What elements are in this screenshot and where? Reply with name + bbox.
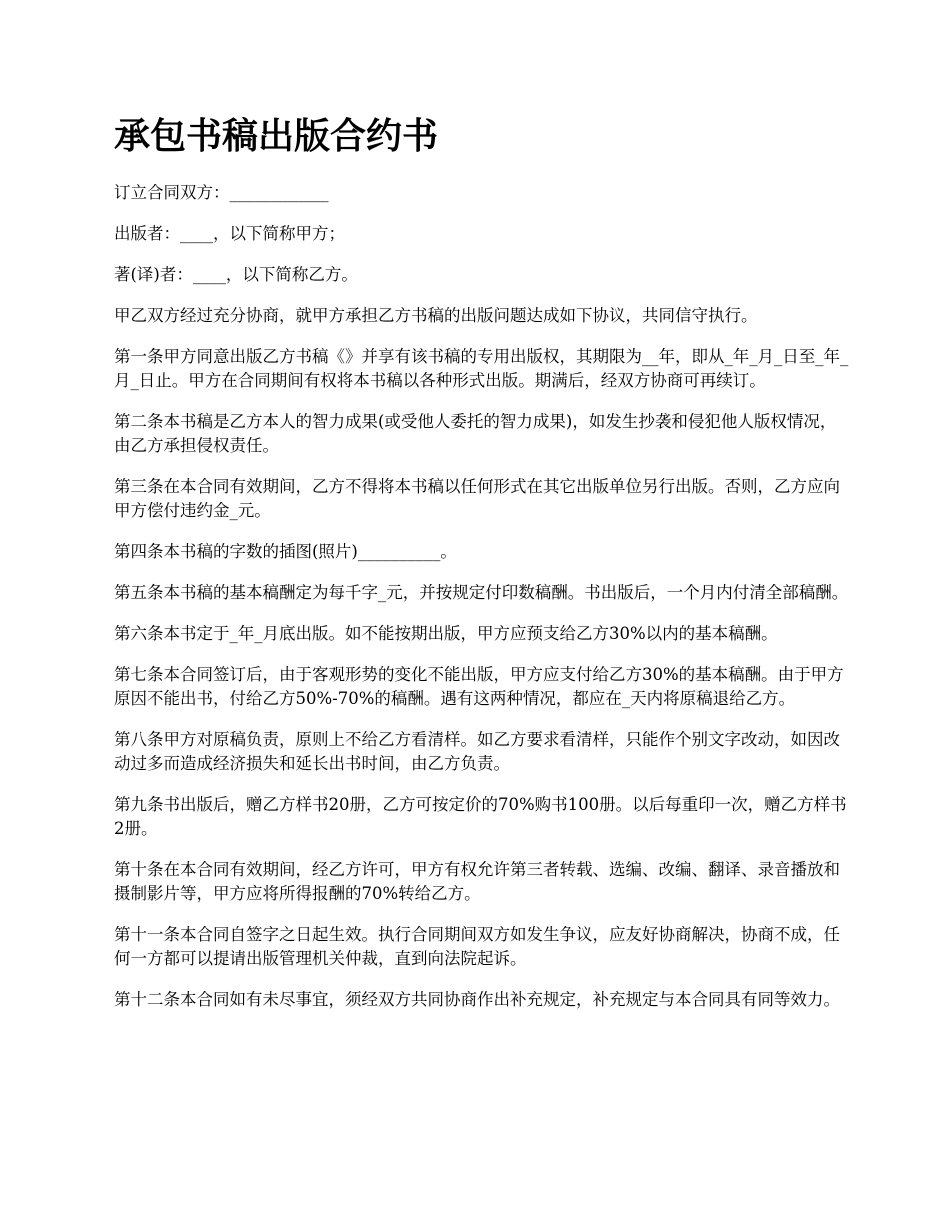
article-6: 第六条本书定于_年_月底出版。如不能按期出版，甲方应预支给乙方30%以内的基本稿酬。 <box>114 624 778 643</box>
publisher-line: 出版者：____，以下简称甲方； <box>114 224 345 243</box>
article-4: 第四条本书稿的字数的插图(照片)__________。 <box>114 542 457 561</box>
article-8: 第八条甲方对原稿负责，原则上不给乙方看清样。如乙方要求看清样，只能作个别文字改动，如因改动过多而造成经济损失和延长出书时间，由乙方负责。 <box>114 730 840 773</box>
article-12: 第十二条本合同如有未尽事宜，须经双方共同协商作出补充规定，补充规定与本合同具有同等效力。 <box>114 990 840 1009</box>
article-2: 第二条本书稿是乙方本人的智力成果(或受他人委托的智力成果)，如发生抄袭和侵犯他人版权情况，由乙方承担侵权责任。 <box>114 412 837 455</box>
article-5: 第五条本书稿的基本稿酬定为每千字_元，并按规定付印数稿酬。书出版后，一个月内付清全部稿酬。 <box>114 583 849 602</box>
article-7: 第七条本合同签订后，由于客观形势的变化不能出版，甲方应支付给乙方30%的基本稿酬。由于甲方原因不能出书，付给乙方50%-70%的稿酬。遇有这两种情况，都应在_天内将原稿退给乙方。 <box>114 665 844 708</box>
article-9: 第九条书出版后，赠乙方样书20册，乙方可按定价的70%购书100册。以后每重印一次，赠乙方样书2册。 <box>114 795 847 838</box>
article-1: 第一条甲方同意出版乙方书稿《》并享有该书稿的专用出版权，其期限为__年，即从_年_月_日至_年_月_日止。甲方在合同期间有权将本书稿以各种形式出版。期满后，经双方协商可再续订。 <box>114 347 849 390</box>
party-intro: 订立合同双方：____________ <box>114 183 329 202</box>
article-11: 第十一条本合同自签字之日起生效。执行合同期间双方如发生争议，应友好协商解决，协商不成，任何一方都可以提请出版管理机关仲裁，直到向法院起诉。 <box>114 925 840 968</box>
article-3: 第三条在本合同有效期间，乙方不得将本书稿以任何形式在其它出版单位另行出版。否则，乙方应向甲方偿付违约金_元。 <box>114 477 840 520</box>
article-10: 第十条在本合同有效期间，经乙方许可，甲方有权允许第三者转载、选编、改编、翻译、录音播放和摄制影片等，甲方应将所得报酬的70%转给乙方。 <box>114 860 840 903</box>
document-title: 承包书稿出版合约书 <box>114 116 439 157</box>
document-body <box>114 112 850 1029</box>
preamble: 甲乙双方经过充分协商，就甲方承担乙方书稿的出版问题达成如下协议，共同信守执行。 <box>114 306 758 325</box>
author-line: 著(译)者：____，以下简称乙方。 <box>114 265 358 284</box>
